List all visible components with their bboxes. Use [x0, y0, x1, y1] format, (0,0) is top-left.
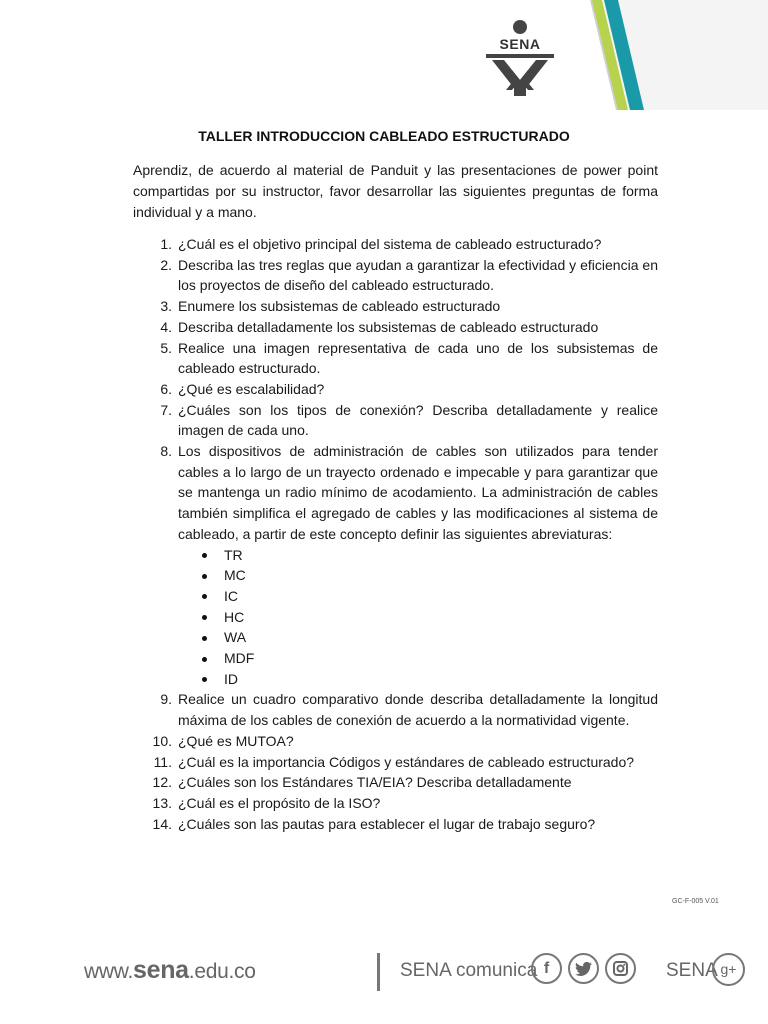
abbreviations-list [178, 545, 658, 690]
intro-paragraph: Aprendiz, de acuerdo al material de Panduit y las presentaciones de power point compartidas por su instructor, favor desarrollar las siguientes preguntas de forma individual y a mano. [133, 162, 658, 220]
list-item [133, 752, 658, 773]
abbreviation-item: WA [178, 627, 658, 648]
list-item [133, 793, 658, 814]
question-text: Realice una imagen representativa de cada uno de los subsistemas de cableado estructurado. [178, 339, 658, 377]
list-item [133, 814, 658, 835]
list-number: 1. [160, 236, 172, 252]
abbreviation-item: MDF [178, 648, 658, 669]
sena-logo [482, 18, 558, 98]
questions-list [133, 234, 658, 834]
list-number: 8. [160, 443, 172, 460]
list-item [133, 441, 658, 689]
web-suffix: .edu.co [188, 960, 256, 983]
question-text: Los dispositivos de administración de cables son utilizados para tender cables a lo largo de un trayecto ordenado e impecable y para garantizar que se mantenga un radio mínimo de acodamiento. La administración de cables también simplifica el agregado de cables y las modificaciones al sistema de cableado, a partir de este concepto definir las siguientes abreviaturas: [178, 443, 658, 542]
list-item [133, 772, 658, 793]
camera-icon [613, 961, 628, 976]
list-number: 5. [160, 339, 172, 356]
twitter-bird-icon [575, 962, 592, 976]
sena-comunica-label: SENA comunica [400, 960, 538, 981]
list-item [133, 234, 658, 255]
list-number: 3. [160, 298, 172, 315]
list-item [133, 689, 658, 730]
list-item [133, 317, 658, 338]
list-number: 13. [152, 794, 172, 811]
list-item [133, 296, 658, 317]
document-title: TALLER INTRODUCCION CABLEADO ESTRUCTURADO [198, 128, 570, 144]
question-text: ¿Cuál es la importancia Códigos y estándares de cableado estructurado? [178, 753, 635, 770]
list-number: 6. [160, 380, 172, 397]
list-item [133, 255, 658, 296]
gplus-icon[interactable]: g+ [712, 953, 745, 986]
list-number: 9. [160, 691, 172, 708]
document-code: GC-F-005 V.01 [672, 898, 719, 905]
twitter-icon[interactable] [568, 953, 599, 984]
list-number: 7. [160, 401, 172, 418]
question-text: Realice un cuadro comparativo donde describa detalladamente la longitud máxima de los cables de conexión de acuerdo a la normatividad vigente. [178, 691, 658, 729]
list-number: 2. [160, 256, 172, 273]
web-brand: sena [132, 956, 189, 984]
footer-website-link[interactable] [84, 956, 256, 985]
list-number: 14. [152, 815, 172, 832]
question-text: Enumere los subsistemas de cableado estructurado [178, 298, 501, 315]
abbreviation-item: ID [178, 669, 658, 690]
question-text: ¿Cuál es el objetivo principal del sistema de cableado estructurado? [178, 236, 602, 252]
abbreviation-item: HC [178, 607, 658, 628]
list-item [133, 338, 658, 379]
corner-stripes [568, 0, 768, 110]
list-number: 4. [160, 318, 172, 335]
list-item [133, 400, 658, 441]
web-prefix: www. [84, 960, 133, 983]
question-text: Describa detalladamente los subsistemas de cableado estructurado [178, 318, 599, 335]
question-text: ¿Qué es MUTOA? [178, 732, 294, 749]
footer-divider [377, 953, 380, 991]
facebook-icon[interactable]: f [531, 953, 562, 984]
list-item [133, 379, 658, 400]
question-text: ¿Cuáles son los Estándares TIA/EIA? Describa detalladamente [178, 774, 572, 791]
abbreviation-item: IC [178, 586, 658, 607]
abbreviation-item: TR [178, 545, 658, 566]
logo-text: SENA [499, 36, 541, 52]
question-text: ¿Cuál es el propósito de la ISO? [178, 794, 381, 811]
sena-figure-icon [482, 18, 558, 98]
question-text: Describa las tres reglas que ayudan a garantizar la efectividad y eficiencia en los proyectos de diseño del cableado estructurado. [178, 256, 658, 294]
question-text: ¿Qué es escalabilidad? [178, 380, 325, 397]
question-text: ¿Cuáles son los tipos de conexión? Describa detalladamente y realice imagen de cada uno. [178, 401, 658, 439]
list-number: 12. [152, 774, 172, 791]
list-item [133, 731, 658, 752]
list-number: 10. [152, 732, 172, 749]
question-text: ¿Cuáles son las pautas para establecer el lugar de trabajo seguro? [178, 815, 596, 832]
abbreviation-item: MC [178, 565, 658, 586]
instagram-icon[interactable] [605, 953, 636, 984]
list-number: 11. [153, 753, 172, 770]
sena-gplus-label: SENA [666, 960, 718, 981]
